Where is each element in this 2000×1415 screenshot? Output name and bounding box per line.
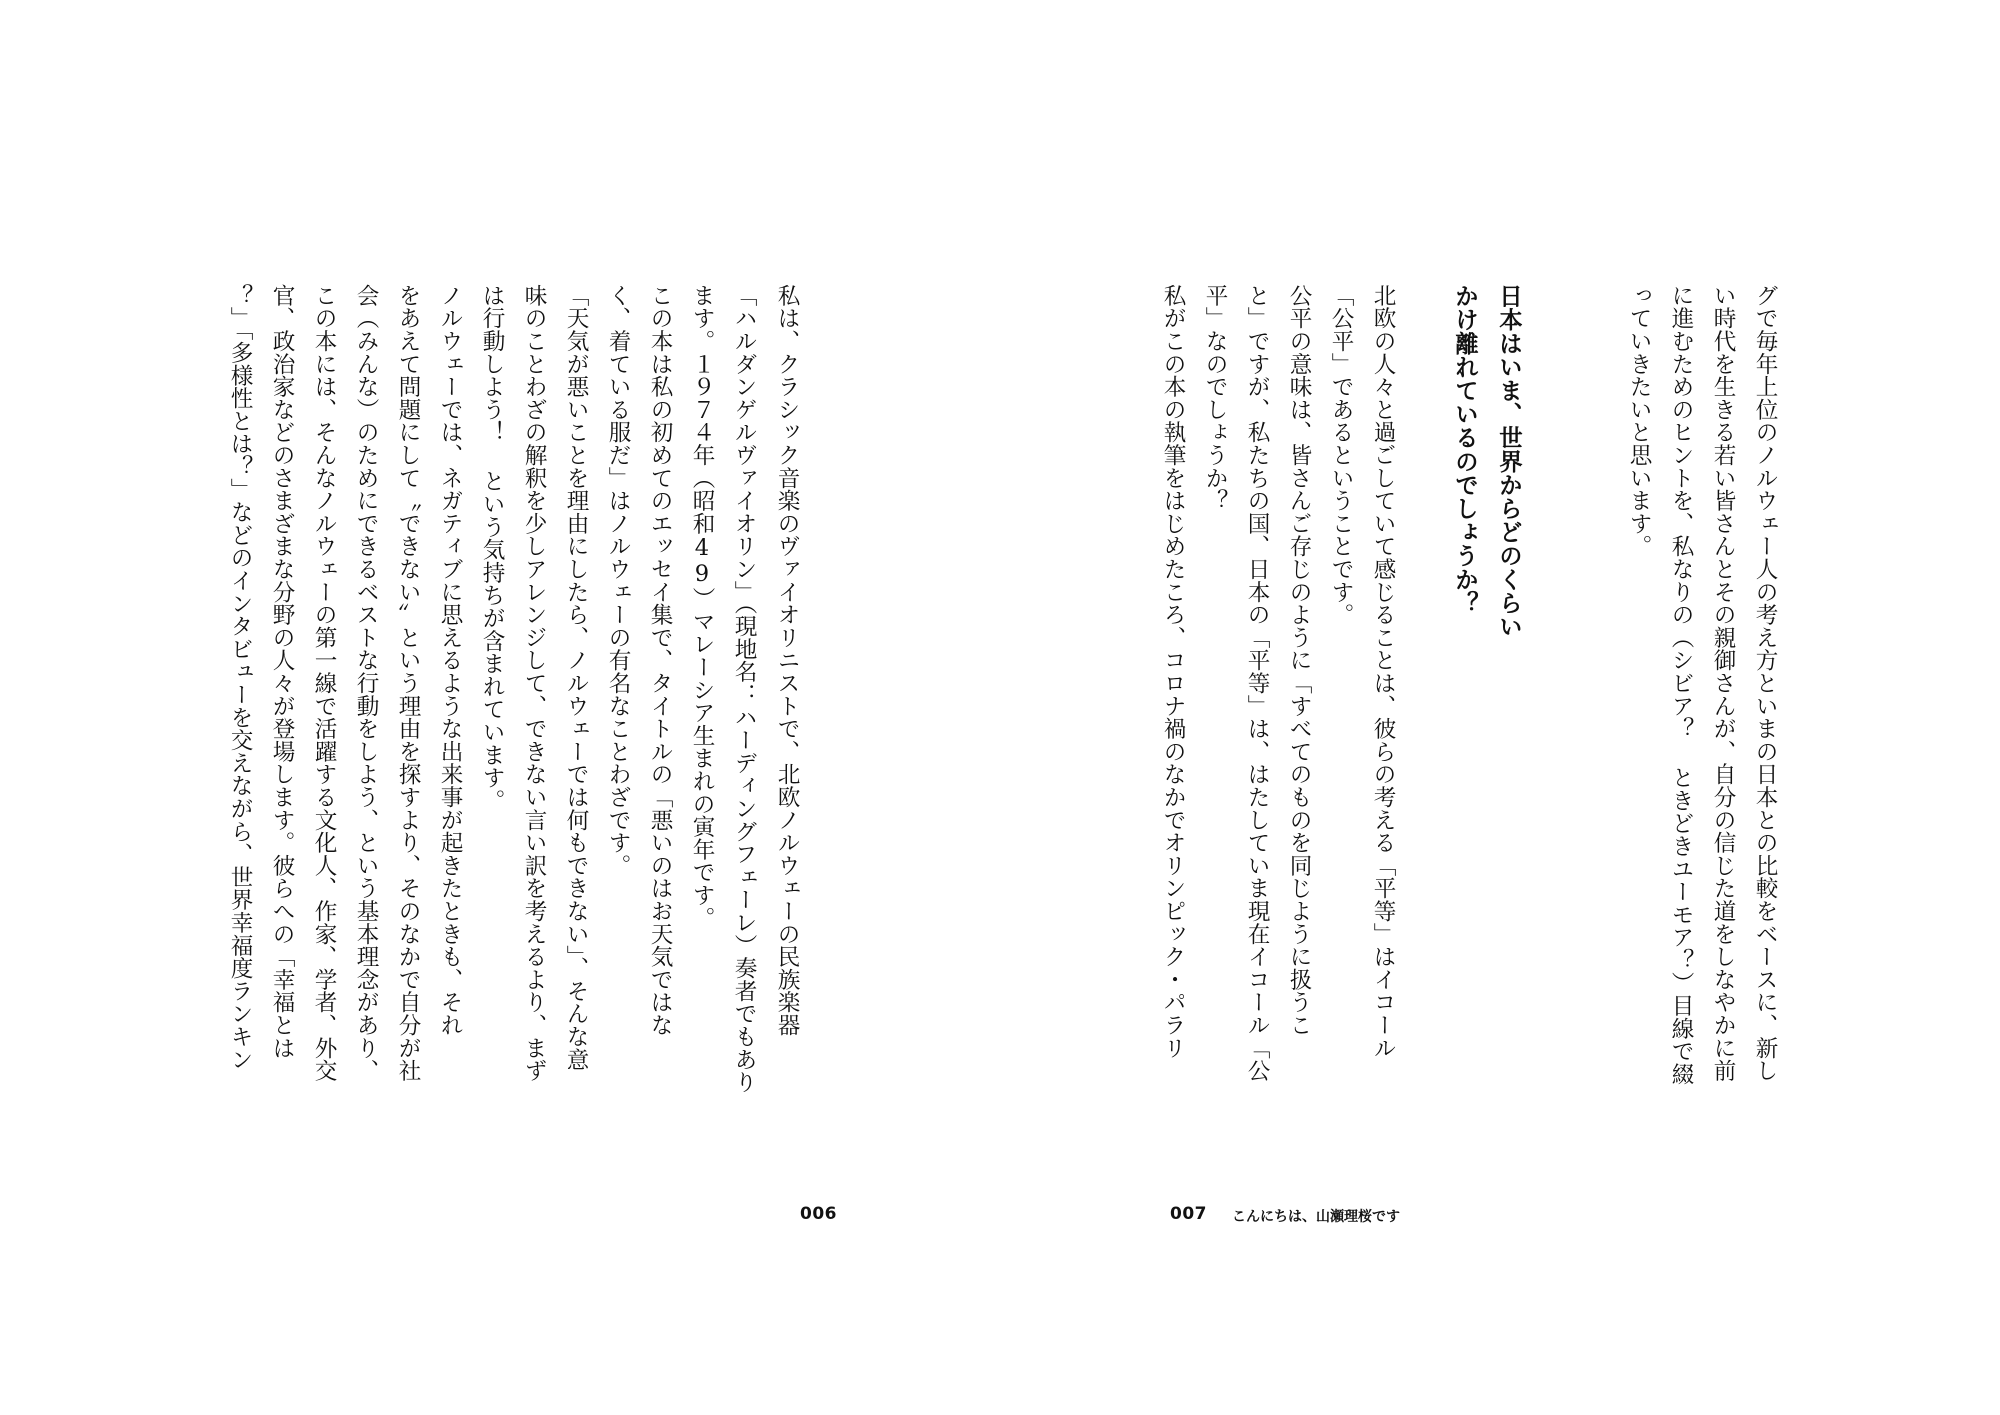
left-text-column-10: をあえて問題にして〝できない〟という理由を探すより、そのなかで自分が社 — [395, 284, 421, 1082]
left-text-column-5: く、着ている服だ」はノルウェーの有名なことわざです。 — [605, 284, 631, 877]
left-page-number: 006 — [800, 1204, 837, 1224]
right-text-column-2: い時代を生きる若い皆さんとその親御さんが、自分の信じた道をしなやかに前 — [1710, 284, 1736, 1082]
right-text-column-9: 北欧の人々と過ごしていて感じることは、彼らの考える「平等」はイコール — [1370, 284, 1396, 1060]
left-text-column-9: ノルウェーでは、ネガティブに思えるような出来事が起きたときも、それ — [437, 284, 463, 1037]
right-text-column-4: っていきたいと思います。 — [1626, 284, 1652, 558]
section-heading-line-2: かけ離れているのでしょうか？ — [1451, 284, 1479, 615]
running-head: こんにちは、山瀬理桜です — [1232, 1209, 1400, 1225]
right-text-column-14: 私がこの本の執筆をはじめたころ、コロナ禍のなかでオリンピック・パラリ — [1160, 284, 1186, 1060]
left-text-column-6: 「天気が悪いことを理由にしたら、ノルウェーでは何もできない」、そんな意 — [563, 284, 589, 1071]
left-text-column-2: 「ハルダンゲルヴァイオリン」（現地名：ハーディングフェーレ）奏者でもあり — [731, 284, 757, 1094]
left-text-column-4: この本は私の初めてのエッセイ集で、タイトルの「悪いのはお天気ではな — [647, 284, 673, 1037]
right-text-column-1: グで毎年上位のノルウェー人の考え方といまの日本との比較をベースに、新し — [1752, 284, 1778, 1082]
left-text-column-7: 味のことわざの解釈を少しアレンジして、できない言い訳を考えるより、まず — [521, 284, 547, 1082]
right-text-column-3: に進むためのヒントを、私なりの（シビア？ ときどきユーモア？）目線で綴 — [1668, 284, 1694, 1086]
left-text-column-11: 会（みんな）のためにできるベストな行動をしよう、という基本理念があり、 — [353, 284, 379, 1082]
left-text-column-3: ます。１９７４年（昭和49）マレーシア生まれの寅年です。 — [689, 284, 715, 930]
left-text-column-13: 官、政治家などのさまざまな分野の人々が登場します。彼らへの「幸福とは — [269, 284, 295, 1060]
right-page — [1000, 0, 2000, 1415]
left-text-column-8: は行動しよう！ という気持ちが含まれています。 — [479, 284, 505, 812]
left-text-column-14: ？」「多様性とは？」などのインタビューを交えながら、世界幸福度ランキン — [227, 284, 253, 1071]
right-text-column-13: 平」なのでしょうか？ — [1202, 284, 1228, 512]
right-text-column-11: 公平の意味は、皆さんご存じのように「すべてのものを同じように扱うこ — [1286, 284, 1312, 1037]
right-text-column-12: と」ですが、私たちの国、日本の「平等」は、はたしていま現在イコール「公 — [1244, 284, 1270, 1082]
right-page-number: 007 — [1170, 1204, 1207, 1224]
left-text-column-1: 私は、クラシック音楽のヴァイオリニストで、北欧ノルウェーの民族楽器 — [774, 284, 800, 1037]
right-text-column-10: 「公平」であるということです。 — [1328, 284, 1354, 626]
left-text-column-12: この本には、そんなノルウェーの第一線で活躍する文化人、作家、学者、外交 — [311, 284, 337, 1082]
section-heading-line-1: 日本はいま、世界からどのくらい — [1495, 284, 1523, 638]
